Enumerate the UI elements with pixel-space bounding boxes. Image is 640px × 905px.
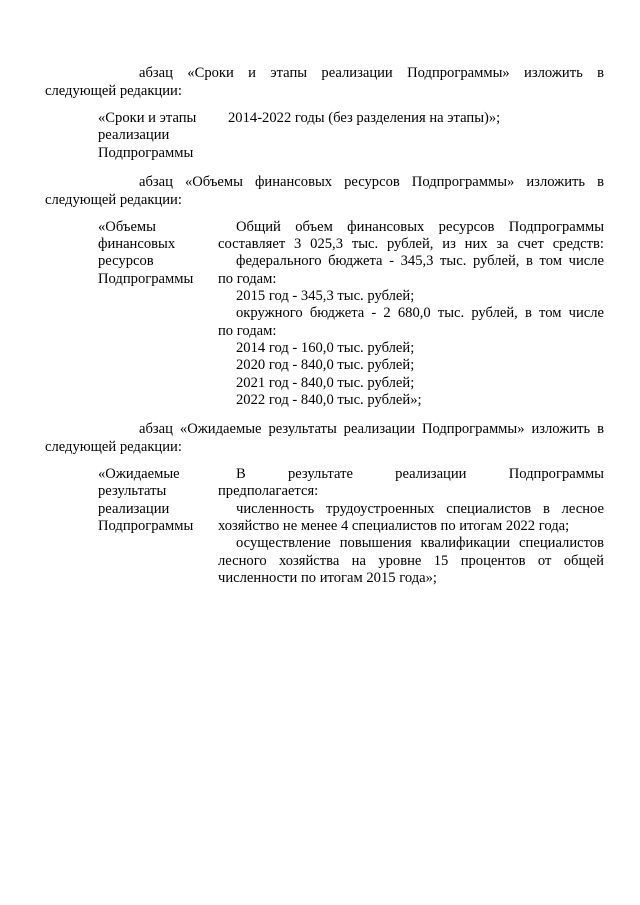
section2-label-line: финансовых	[98, 236, 176, 253]
section1-label-line: реализации	[98, 127, 170, 144]
section2-label-line: Подпрограммы	[98, 270, 194, 287]
section3-label	[92, 466, 218, 587]
section2-content-line: 2021 год - 840,0 тыс. рублей;	[236, 374, 415, 391]
section2-label	[92, 219, 218, 409]
section2-content-line: по годам:	[218, 322, 277, 339]
section3-row	[92, 466, 604, 587]
section1-intro-line1: абзац «Сроки и этапы реализации Подпрограммы» изложить в	[139, 65, 604, 81]
section2-label-line: «Объемы	[98, 218, 156, 235]
section3-intro-line2: следующей редакции:	[45, 439, 182, 456]
section1-intro-line2: следующей редакции:	[45, 83, 182, 99]
section3-content-line: численность трудоустроенных специалистов в лесное	[236, 500, 604, 517]
section3-content-line: хозяйство не менее 4 специалистов по итогам 2022 года;	[218, 518, 570, 535]
section2-content-line: окружного бюджета - 2 680,0 тыс. рублей, в том числе	[236, 305, 604, 322]
section1-intro	[45, 64, 604, 100]
section3-label-line: результаты	[98, 483, 167, 500]
section2-content-line: 2020 год - 840,0 тыс. рублей;	[236, 357, 415, 374]
section2-label-line: ресурсов	[98, 253, 154, 270]
section2-intro	[45, 173, 604, 209]
section2-content-line: составляет 3 025,3 тыс. рублей, из них за счет средств:	[218, 236, 604, 253]
section1-label-line: Подпрограммы	[98, 144, 194, 161]
section2-row	[92, 219, 604, 409]
section3-content-line: осуществление повышения квалификации специалистов	[236, 535, 604, 552]
document-page	[45, 64, 604, 598]
section3-label-line: «Ожидаемые	[98, 466, 180, 483]
section3-content-line: В результате реализации Подпрограммы	[236, 466, 604, 483]
section3-content-line: лесного хозяйства на уровне 15 процентов от общей	[218, 552, 604, 569]
section3-intro	[45, 420, 604, 456]
section3-intro-line1: абзац «Ожидаемые результаты реализации Подпрограммы» изложить в	[139, 421, 604, 438]
section2-content-line: федерального бюджета - 345,3 тыс. рублей, в том числе	[236, 253, 604, 270]
section2-content-line: 2015 год - 345,3 тыс. рублей;	[236, 288, 415, 305]
section2-intro-line2: следующей редакции:	[45, 191, 182, 208]
section3-label-line: Подпрограммы	[98, 518, 194, 535]
section3-label-line: реализации	[98, 500, 170, 517]
section2-intro-line1: абзац «Объемы финансовых ресурсов Подпрограммы» изложить в	[139, 173, 604, 190]
section1-content	[218, 110, 604, 162]
section3-content	[218, 466, 604, 587]
section1-label	[92, 110, 218, 162]
section2-content-line: 2014 год - 160,0 тыс. рублей;	[236, 339, 415, 356]
section1-content-text: 2014-2022 годы (без разделения на этапы)»;	[228, 110, 501, 126]
section1-label-line: «Сроки и этапы	[98, 110, 197, 126]
section1-row	[92, 110, 604, 162]
section2-content-line: Общий объем финансовых ресурсов Подпрограммы	[236, 218, 604, 235]
section2-content	[218, 219, 604, 409]
section2-content-line: 2022 год - 840,0 тыс. рублей»;	[236, 391, 422, 408]
section3-content-line: предполагается:	[218, 483, 319, 500]
section2-content-line: по годам:	[218, 270, 277, 287]
section3-content-line: численности по итогам 2015 года»;	[218, 569, 437, 586]
